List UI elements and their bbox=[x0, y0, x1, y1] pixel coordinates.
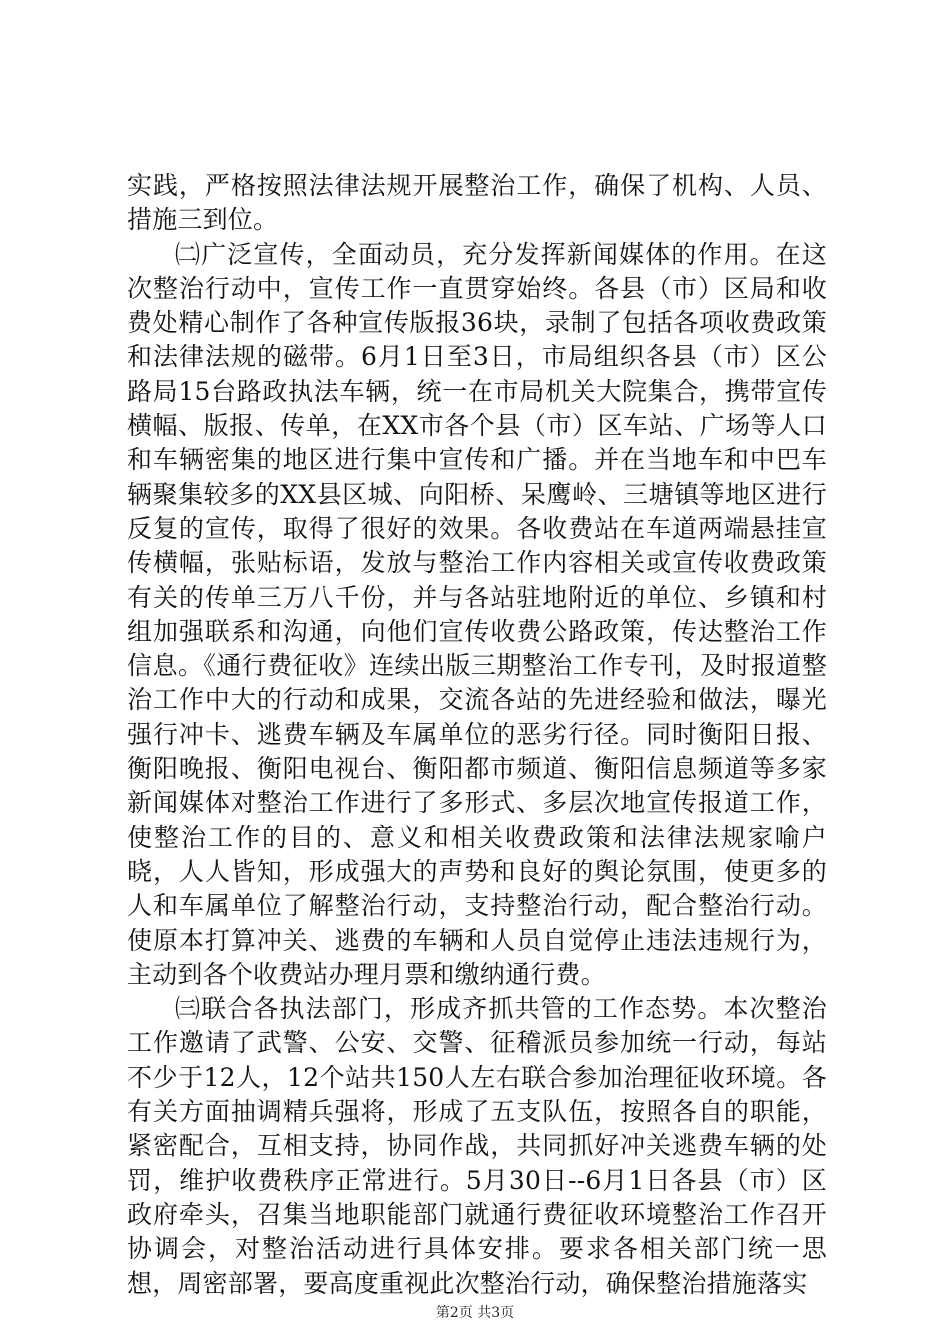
paragraph-joint-enforcement: ㈢联合各执法部门，形成齐抓共管的工作态势。本次整治工作邀请了武警、公安、交警、征稽派员参加统一行动，每站不少于12人，12个站共150人左右联合参加治理征收环境。各有关方面抽调精兵强将，形成了五支队伍，按照各自的职能，紧密配合，互相支持，协同作战，共同抓好冲关逃费车辆的处罚，维护收费秩序正常进行。5月30日--6月1日各县（市）区政府牵头，召集当地职能部门就通行费征收环境整治工作召开协调会，对整治活动进行具体安排。要求各相关部门统一思想，周密部署，要高度重视此次整治行动，确保整治措施落实 bbox=[127, 994, 827, 1298]
page-footer: 第2页 共3页 bbox=[435, 1305, 515, 1321]
paragraph-publicity: ㈡广泛宣传，全面动员，充分发挥新闻媒体的作用。在这次整治行动中，宣传工作一直贯穿始终。各县（市）区局和收费处精心制作了各种宣传版报36块，录制了包括各项收费政策和法律法规的磁带。6月1日至3日，市局组织各县（市）区公路局15台路政执法车辆，统一在市局机关大院集合，携带宣传横幅、版报、传单，在XX市各个县（市）区车站、广场等人口和车辆密集的地区进行集中宣传和广播。并在当地车和中巴车辆聚集较多的XX县区城、向阳桥、呆鹰岭、三塘镇等地区进行反复的宣传，取得了很好的效果。各收费站在车道两端悬挂宣传横幅，张贴标语，发放与整治工作内容相关或宣传收费政策有关的传单三万八千份，并与各站驻地附近的单位、乡镇和村组加强联系和沟通，向他们宣传收费公路政策，传达整治工作信息。《通行费征收》连续出版三期整治工作专刊，及时报道整治工作中大的行动和成果，交流各站的先进经验和做法，曝光强行冲卡、逃费车辆及车属单位的恶劣行径。同时衡阳日报、衡阳晚报、衡阳电视台、衡阳都市频道、衡阳信息频道等多家新闻媒体对整治工作进行了多形式、多层次地宣传报道工作，使整治工作的目的、意义和相关收费政策和法律法规家喻户晓，人人皆知，形成强大的声势和良好的舆论氛围，使更多的人和车属单位了解整治行动，支持整治行动，配合整治行动。使原本打算冲关、逃费的车辆和人员自觉停止违法违规行为，主动到各个收费站办理月票和缴纳通行费。 bbox=[127, 239, 827, 989]
document-body bbox=[127, 169, 827, 1301]
paragraph-continuation: 实践，严格按照法律法规开展整治工作，确保了机构、人员、措施三到位。 bbox=[127, 171, 827, 235]
